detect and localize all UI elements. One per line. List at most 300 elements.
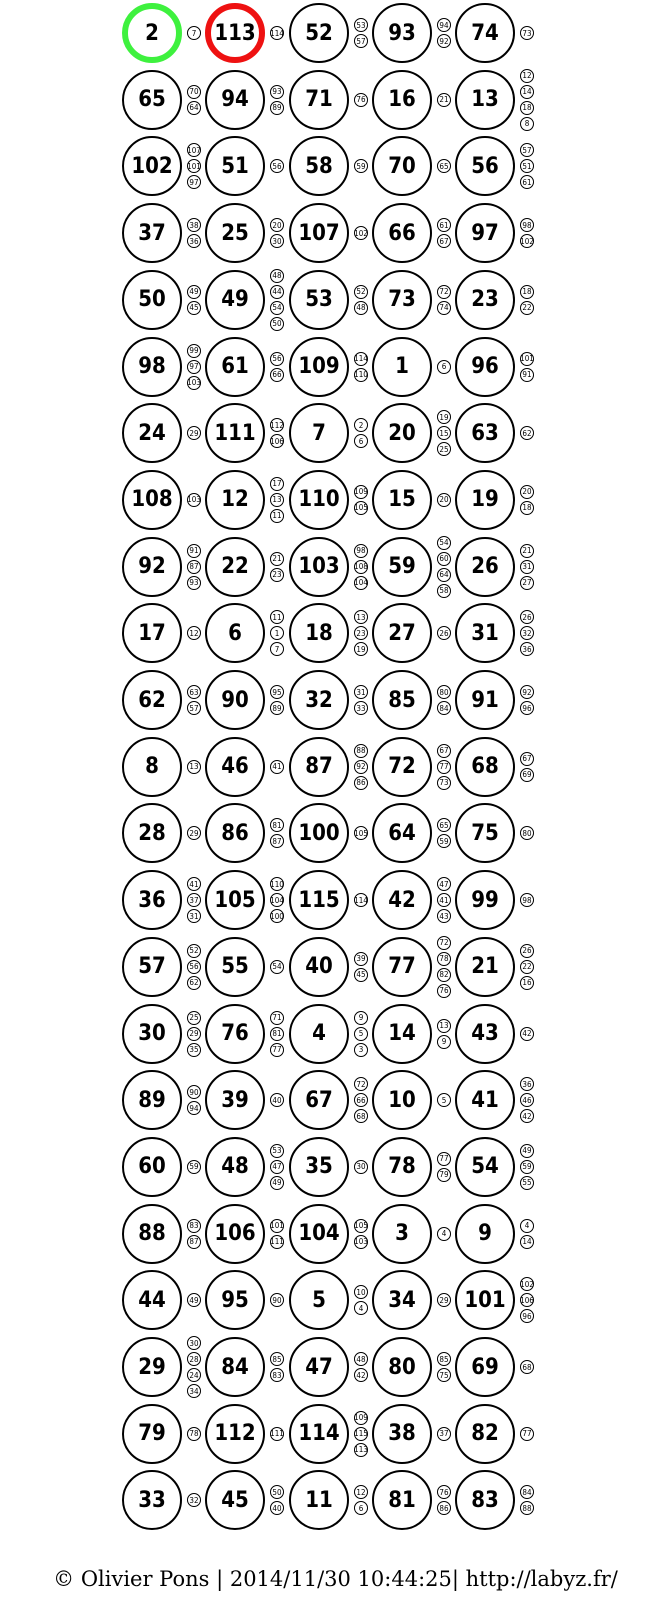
- cell-31[interactable]: 31: [455, 603, 515, 663]
- link-label: 83: [187, 1219, 201, 1233]
- link-label: 59: [520, 1160, 534, 1174]
- cell-37[interactable]: 37: [122, 203, 182, 263]
- link-label: 88: [520, 1501, 534, 1515]
- cell-39[interactable]: 39: [205, 1070, 265, 1130]
- link-label: 32: [187, 1493, 201, 1507]
- link-label: 13: [437, 1019, 451, 1033]
- link-label: 8: [520, 117, 534, 131]
- link-label: 54: [270, 301, 284, 315]
- cell-8[interactable]: 8: [122, 737, 182, 797]
- link-label: 31: [520, 560, 534, 574]
- link-label: 18: [520, 285, 534, 299]
- link-label: 114: [354, 893, 368, 907]
- link-label: 40: [270, 1093, 284, 1107]
- cell-59[interactable]: 59: [372, 537, 432, 597]
- cell-53[interactable]: 53: [289, 270, 349, 330]
- link-label: 114: [354, 352, 368, 366]
- link-label: 36: [520, 642, 534, 656]
- link-label: 90: [270, 1293, 284, 1307]
- cell-22[interactable]: 22: [205, 537, 265, 597]
- link-label: 99: [187, 344, 201, 358]
- link-label: 84: [437, 701, 451, 715]
- link-label: 57: [187, 701, 201, 715]
- link-label: 26: [437, 626, 451, 640]
- link-label: 105: [354, 826, 368, 840]
- link-label: 21: [270, 552, 284, 566]
- link-label: 28: [187, 1352, 201, 1366]
- link-label: 13: [187, 760, 201, 774]
- link-label: 36: [520, 1077, 534, 1091]
- link-label: 11: [270, 509, 284, 523]
- link-label: 83: [270, 1368, 284, 1382]
- cell-17[interactable]: 17: [122, 603, 182, 663]
- link-label: 49: [270, 1176, 284, 1190]
- link-label: 66: [270, 368, 284, 382]
- link-label: 54: [437, 536, 451, 550]
- cell-28[interactable]: 28: [122, 803, 182, 863]
- cell-38[interactable]: 38: [372, 1404, 432, 1464]
- cell-61[interactable]: 61: [205, 337, 265, 397]
- cell-62[interactable]: 62: [122, 670, 182, 730]
- cell-27[interactable]: 27: [372, 603, 432, 663]
- link-label: 73: [520, 26, 534, 40]
- link-label: 22: [520, 301, 534, 315]
- link-label: 53: [270, 1144, 284, 1158]
- link-label: 102: [354, 226, 368, 240]
- cell-24[interactable]: 24: [122, 403, 182, 463]
- link-label: 106: [520, 1293, 534, 1307]
- link-label: 111: [270, 1427, 284, 1441]
- cell-11[interactable]: 11: [289, 1470, 349, 1530]
- link-label: 19: [437, 410, 451, 424]
- link-label: 12: [520, 69, 534, 83]
- link-label: 59: [437, 834, 451, 848]
- link-label: 47: [437, 877, 451, 891]
- link-label: 85: [270, 1352, 284, 1366]
- link-label: 36: [187, 234, 201, 248]
- link-label: 2: [354, 418, 368, 432]
- link-label: 41: [270, 760, 284, 774]
- link-label: 110: [270, 877, 284, 891]
- cell-36[interactable]: 36: [122, 870, 182, 930]
- link-label: 107: [187, 143, 201, 157]
- link-label: 12: [354, 1485, 368, 1499]
- cell-85[interactable]: 85: [372, 670, 432, 730]
- cell-97[interactable]: 97: [455, 203, 515, 263]
- link-label: 76: [437, 984, 451, 998]
- link-label: 77: [270, 1043, 284, 1057]
- link-label: 92: [437, 34, 451, 48]
- cell-115[interactable]: 115: [289, 870, 349, 930]
- link-label: 41: [437, 893, 451, 907]
- cell-52[interactable]: 52: [289, 3, 349, 63]
- link-label: 86: [437, 1501, 451, 1515]
- link-label: 105: [354, 501, 368, 515]
- cell-10[interactable]: 10: [372, 1070, 432, 1130]
- cell-99[interactable]: 99: [455, 870, 515, 930]
- link-label: 49: [520, 1144, 534, 1158]
- link-label: 87: [270, 834, 284, 848]
- link-label: 80: [520, 826, 534, 840]
- cell-30[interactable]: 30: [122, 1004, 182, 1064]
- link-label: 71: [270, 1011, 284, 1025]
- link-label: 26: [520, 944, 534, 958]
- link-label: 104: [354, 576, 368, 590]
- cell-44[interactable]: 44: [122, 1270, 182, 1330]
- link-label: 68: [520, 1360, 534, 1374]
- link-label: 112: [270, 418, 284, 432]
- link-label: 21: [520, 544, 534, 558]
- cell-98[interactable]: 98: [122, 337, 182, 397]
- link-label: 7: [187, 26, 201, 40]
- cell-23[interactable]: 23: [455, 270, 515, 330]
- link-label: 44: [270, 285, 284, 299]
- cell-79[interactable]: 79: [122, 1404, 182, 1464]
- link-label: 65: [437, 159, 451, 173]
- link-label: 13: [270, 493, 284, 507]
- link-label: 49: [187, 285, 201, 299]
- link-label: 22: [520, 960, 534, 974]
- link-label: 41: [187, 877, 201, 891]
- link-label: 80: [437, 685, 451, 699]
- link-label: 21: [437, 93, 451, 107]
- link-label: 17: [270, 477, 284, 491]
- cell-93[interactable]: 93: [372, 3, 432, 63]
- link-label: 87: [187, 1235, 201, 1249]
- cell-16[interactable]: 16: [372, 70, 432, 130]
- link-label: 75: [437, 1368, 451, 1382]
- link-label: 29: [187, 1027, 201, 1041]
- link-label: 6: [354, 1501, 368, 1515]
- link-label: 30: [354, 1160, 368, 1174]
- cell-74[interactable]: 74: [455, 3, 515, 63]
- cell-43[interactable]: 43: [455, 1004, 515, 1064]
- link-label: 30: [270, 234, 284, 248]
- link-label: 77: [437, 760, 451, 774]
- link-label: 33: [354, 701, 368, 715]
- link-label: 45: [187, 301, 201, 315]
- link-label: 92: [520, 685, 534, 699]
- link-label: 7: [270, 642, 284, 656]
- cell-102[interactable]: 102: [122, 136, 182, 196]
- cell-86[interactable]: 86: [205, 803, 265, 863]
- link-label: 11: [270, 610, 284, 624]
- link-label: 48: [354, 301, 368, 315]
- link-label: 60: [437, 552, 451, 566]
- link-label: 81: [270, 818, 284, 832]
- cell-1[interactable]: 1: [372, 337, 432, 397]
- cell-46[interactable]: 46: [205, 737, 265, 797]
- cell-73[interactable]: 73: [372, 270, 432, 330]
- cell-104[interactable]: 104: [289, 1204, 349, 1264]
- cell-110[interactable]: 110: [289, 470, 349, 530]
- cell-58[interactable]: 58: [289, 136, 349, 196]
- link-label: 66: [354, 1093, 368, 1107]
- link-label: 10: [354, 1285, 368, 1299]
- cell-67[interactable]: 67: [289, 1070, 349, 1130]
- cell-111[interactable]: 111: [205, 403, 265, 463]
- link-label: 32: [520, 626, 534, 640]
- cell-29[interactable]: 29: [122, 1337, 182, 1397]
- link-label: 62: [520, 426, 534, 440]
- link-label: 101: [187, 159, 201, 173]
- cell-57[interactable]: 57: [122, 937, 182, 997]
- cell-84[interactable]: 84: [205, 1337, 265, 1397]
- cell-48[interactable]: 48: [205, 1137, 265, 1197]
- link-label: 56: [187, 960, 201, 974]
- cell-34[interactable]: 34: [372, 1270, 432, 1330]
- cell-88[interactable]: 88: [122, 1204, 182, 1264]
- link-label: 45: [354, 968, 368, 982]
- link-label: 76: [437, 1485, 451, 1499]
- link-label: 4: [354, 1301, 368, 1315]
- link-label: 29: [437, 1293, 451, 1307]
- link-label: 19: [354, 642, 368, 656]
- cell-45[interactable]: 45: [205, 1470, 265, 1530]
- link-label: 14: [520, 85, 534, 99]
- link-label: 57: [520, 143, 534, 157]
- link-label: 26: [520, 610, 534, 624]
- link-label: 89: [270, 701, 284, 715]
- link-label: 39: [354, 952, 368, 966]
- link-label: 53: [354, 18, 368, 32]
- link-label: 9: [354, 1011, 368, 1025]
- link-label: 4: [437, 1227, 451, 1241]
- link-label: 61: [520, 175, 534, 189]
- cell-60[interactable]: 60: [122, 1137, 182, 1197]
- cell-90[interactable]: 90: [205, 670, 265, 730]
- link-label: 23: [270, 568, 284, 582]
- link-label: 56: [270, 352, 284, 366]
- cell-100[interactable]: 100: [289, 803, 349, 863]
- cell-89[interactable]: 89: [122, 1070, 182, 1130]
- link-label: 51: [520, 159, 534, 173]
- cell-80[interactable]: 80: [372, 1337, 432, 1397]
- link-label: 101: [520, 352, 534, 366]
- cell-101[interactable]: 101: [455, 1270, 515, 1330]
- cell-40[interactable]: 40: [289, 937, 349, 997]
- link-label: 37: [437, 1427, 451, 1441]
- link-label: 93: [187, 576, 201, 590]
- link-label: 15: [437, 426, 451, 440]
- link-label: 24: [187, 1368, 201, 1382]
- link-label: 72: [437, 285, 451, 299]
- link-label: 72: [437, 936, 451, 950]
- cell-81[interactable]: 81: [372, 1470, 432, 1530]
- link-label: 67: [437, 744, 451, 758]
- link-label: 76: [354, 93, 368, 107]
- link-label: 84: [520, 1485, 534, 1499]
- cell-71[interactable]: 71: [289, 70, 349, 130]
- link-label: 20: [270, 218, 284, 232]
- cell-42[interactable]: 42: [372, 870, 432, 930]
- link-label: 98: [520, 893, 534, 907]
- link-label: 109: [354, 1411, 368, 1425]
- cell-4[interactable]: 4: [289, 1004, 349, 1064]
- link-label: 65: [437, 818, 451, 832]
- link-label: 25: [187, 1011, 201, 1025]
- link-label: 82: [437, 968, 451, 982]
- link-label: 69: [520, 768, 534, 782]
- cell-63[interactable]: 63: [455, 403, 515, 463]
- link-label: 89: [270, 101, 284, 115]
- cell-20[interactable]: 20: [372, 403, 432, 463]
- link-label: 4: [520, 1219, 534, 1233]
- link-label: 64: [437, 568, 451, 582]
- link-label: 49: [187, 1293, 201, 1307]
- link-label: 113: [354, 1443, 368, 1457]
- link-label: 46: [520, 1093, 534, 1107]
- cell-26[interactable]: 26: [455, 537, 515, 597]
- link-label: 47: [270, 1160, 284, 1174]
- link-label: 29: [187, 826, 201, 840]
- link-label: 78: [437, 952, 451, 966]
- link-label: 115: [354, 1427, 368, 1441]
- cell-14[interactable]: 14: [372, 1004, 432, 1064]
- link-label: 62: [187, 976, 201, 990]
- cell-108[interactable]: 108: [122, 470, 182, 530]
- cell-56[interactable]: 56: [455, 136, 515, 196]
- cell-94[interactable]: 94: [205, 70, 265, 130]
- cell-5[interactable]: 5: [289, 1270, 349, 1330]
- link-label: 67: [437, 234, 451, 248]
- link-label: 88: [354, 744, 368, 758]
- cell-2[interactable]: 2: [122, 3, 182, 63]
- cell-19[interactable]: 19: [455, 470, 515, 530]
- copyright-footer: © Olivier Pons | 2014/11/30 10:44:25| http://labyz.fr/: [53, 1567, 618, 1591]
- link-label: 12: [187, 626, 201, 640]
- cell-112[interactable]: 112: [205, 1404, 265, 1464]
- cell-35[interactable]: 35: [289, 1137, 349, 1197]
- cell-107[interactable]: 107: [289, 203, 349, 263]
- cell-41[interactable]: 41: [455, 1070, 515, 1130]
- link-label: 103: [354, 1235, 368, 1249]
- cell-6[interactable]: 6: [205, 603, 265, 663]
- link-label: 95: [270, 685, 284, 699]
- cell-51[interactable]: 51: [205, 136, 265, 196]
- link-label: 64: [187, 101, 201, 115]
- cell-91[interactable]: 91: [455, 670, 515, 730]
- link-label: 1: [270, 626, 284, 640]
- link-label: 16: [520, 976, 534, 990]
- link-label: 31: [354, 685, 368, 699]
- link-label: 73: [437, 776, 451, 790]
- cell-68[interactable]: 68: [455, 737, 515, 797]
- cell-83[interactable]: 83: [455, 1470, 515, 1530]
- link-label: 29: [187, 426, 201, 440]
- cell-54[interactable]: 54: [455, 1137, 515, 1197]
- cell-21[interactable]: 21: [455, 937, 515, 997]
- link-label: 106: [270, 434, 284, 448]
- link-label: 92: [354, 760, 368, 774]
- cell-49[interactable]: 49: [205, 270, 265, 330]
- link-label: 38: [187, 218, 201, 232]
- link-label: 72: [354, 1077, 368, 1091]
- link-label: 86: [354, 776, 368, 790]
- link-label: 52: [187, 944, 201, 958]
- cell-70[interactable]: 70: [372, 136, 432, 196]
- cell-12[interactable]: 12: [205, 470, 265, 530]
- link-label: 5: [437, 1093, 451, 1107]
- link-label: 31: [187, 909, 201, 923]
- link-label: 63: [187, 685, 201, 699]
- link-label: 61: [437, 218, 451, 232]
- cell-65[interactable]: 65: [122, 70, 182, 130]
- link-label: 97: [187, 360, 201, 374]
- cell-9[interactable]: 9: [455, 1204, 515, 1264]
- cell-87[interactable]: 87: [289, 737, 349, 797]
- link-label: 6: [437, 360, 451, 374]
- link-label: 105: [354, 1219, 368, 1233]
- cell-95[interactable]: 95: [205, 1270, 265, 1330]
- cell-33[interactable]: 33: [122, 1470, 182, 1530]
- cell-103[interactable]: 103: [289, 537, 349, 597]
- link-label: 30: [187, 1336, 201, 1350]
- cell-15[interactable]: 15: [372, 470, 432, 530]
- cell-66[interactable]: 66: [372, 203, 432, 263]
- cell-109[interactable]: 109: [289, 337, 349, 397]
- link-label: 96: [520, 701, 534, 715]
- cell-113[interactable]: 113: [205, 3, 265, 63]
- link-label: 102: [520, 1277, 534, 1291]
- link-label: 110: [354, 368, 368, 382]
- cell-3[interactable]: 3: [372, 1204, 432, 1264]
- link-label: 54: [270, 960, 284, 974]
- cell-69[interactable]: 69: [455, 1337, 515, 1397]
- cell-25[interactable]: 25: [205, 203, 265, 263]
- cell-76[interactable]: 76: [205, 1004, 265, 1064]
- link-label: 9: [437, 1035, 451, 1049]
- link-label: 50: [270, 1485, 284, 1499]
- link-label: 108: [354, 560, 368, 574]
- cell-78[interactable]: 78: [372, 1137, 432, 1197]
- cell-55[interactable]: 55: [205, 937, 265, 997]
- cell-82[interactable]: 82: [455, 1404, 515, 1464]
- link-label: 68: [354, 1109, 368, 1123]
- cell-47[interactable]: 47: [289, 1337, 349, 1397]
- cell-96[interactable]: 96: [455, 337, 515, 397]
- link-label: 109: [354, 485, 368, 499]
- cell-105[interactable]: 105: [205, 870, 265, 930]
- link-label: 101: [270, 1219, 284, 1233]
- cell-72[interactable]: 72: [372, 737, 432, 797]
- cell-7[interactable]: 7: [289, 403, 349, 463]
- cell-50[interactable]: 50: [122, 270, 182, 330]
- cell-106[interactable]: 106: [205, 1204, 265, 1264]
- link-label: 18: [520, 501, 534, 515]
- cell-92[interactable]: 92: [122, 537, 182, 597]
- cell-18[interactable]: 18: [289, 603, 349, 663]
- link-label: 100: [270, 909, 284, 923]
- link-label: 48: [354, 1352, 368, 1366]
- cell-114[interactable]: 114: [289, 1404, 349, 1464]
- link-label: 93: [270, 85, 284, 99]
- link-label: 96: [520, 1309, 534, 1323]
- cell-75[interactable]: 75: [455, 803, 515, 863]
- cell-32[interactable]: 32: [289, 670, 349, 730]
- link-label: 79: [437, 1168, 451, 1182]
- link-label: 91: [520, 368, 534, 382]
- link-label: 5: [354, 1027, 368, 1041]
- link-label: 81: [270, 1027, 284, 1041]
- link-label: 97: [187, 175, 201, 189]
- link-label: 103: [187, 493, 201, 507]
- link-label: 6: [354, 434, 368, 448]
- link-label: 78: [187, 1427, 201, 1441]
- cell-77[interactable]: 77: [372, 937, 432, 997]
- cell-13[interactable]: 13: [455, 70, 515, 130]
- cell-64[interactable]: 64: [372, 803, 432, 863]
